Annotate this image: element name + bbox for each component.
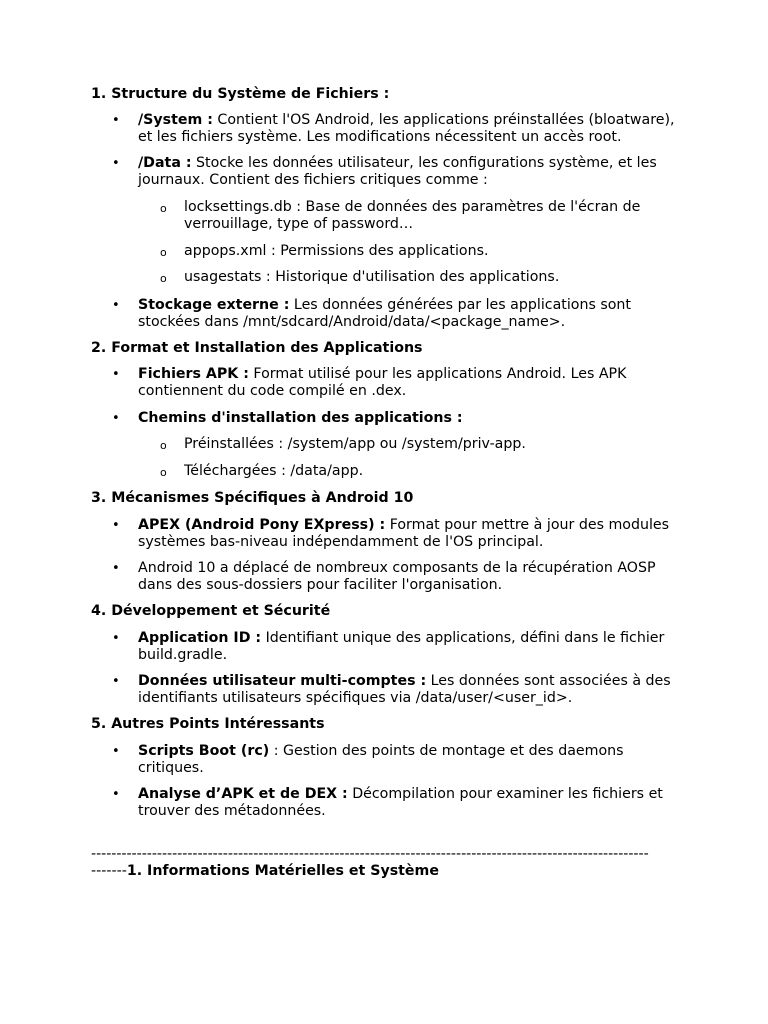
list-item bbox=[112, 743, 683, 777]
section-heading: 4. Développement et Sécurité bbox=[91, 603, 331, 619]
item-text: Les données sont associées à des identifiants utilisateurs spécifiques via /data/user/<user_id>. bbox=[138, 673, 671, 706]
list-item bbox=[112, 560, 683, 594]
item-term: Données utilisateur multi-comptes : bbox=[138, 673, 427, 689]
bullet-icon: • bbox=[112, 156, 120, 171]
item-text: Décompilation pour examiner les fichiers et trouver des métadonnées. bbox=[138, 786, 663, 819]
circle-bullet-icon: o bbox=[160, 246, 167, 259]
list-item bbox=[112, 517, 683, 551]
bullet-icon: • bbox=[112, 631, 120, 646]
list-item bbox=[112, 155, 683, 189]
item-text: Format utilisé pour les applications Android. Les APK contiennent du code compilé en .dex. bbox=[138, 366, 627, 399]
item-term: Stockage externe : bbox=[138, 297, 290, 313]
item-text: Contient l'OS Android, les applications préinstallées (bloatware), et les fichiers système. Les modifications nécessitent un accès root. bbox=[138, 112, 675, 145]
sub-list-item bbox=[160, 269, 674, 286]
next-section-heading: 1. Informations Matérielles et Système bbox=[126, 863, 439, 879]
sub-list-item bbox=[160, 463, 674, 480]
item-term: Scripts Boot (rc) bbox=[138, 743, 270, 759]
bullet-icon: • bbox=[112, 787, 120, 802]
bullet-icon: • bbox=[112, 674, 120, 689]
bullet-icon: • bbox=[112, 561, 120, 576]
list-item bbox=[112, 630, 683, 664]
item-text: Format pour mettre à jour des modules systèmes bas-niveau indépendamment de l'OS principal. bbox=[138, 517, 670, 550]
item-text: Les données générées par les applications sont stockées dans /mnt/sdcard/Android/data/<package_name>. bbox=[138, 297, 631, 330]
sub-item-text: locksettings.db : Base de données des paramètres de l'écran de verrouillage, type of password… bbox=[184, 199, 641, 232]
bullet-icon: • bbox=[112, 113, 120, 128]
section-heading: 3. Mécanismes Spécifiques à Android 10 bbox=[91, 490, 414, 506]
sub-list-item bbox=[160, 243, 674, 260]
dashed-divider: -------------------------------------------------------------------------------------------------------------- bbox=[91, 846, 649, 862]
sub-list-item bbox=[160, 436, 674, 453]
item-text: Android 10 a déplacé de nombreux composants de la récupération AOSP dans des sous-dossiers pour faciliter l'organisation. bbox=[138, 560, 656, 593]
item-term: Analyse d’APK et de DEX : bbox=[138, 786, 348, 802]
sub-item-text: Préinstallées : /system/app ou /system/priv-app. bbox=[184, 436, 526, 452]
item-term: Application ID : bbox=[138, 630, 262, 646]
sub-list-item bbox=[160, 199, 674, 233]
item-text: Stocke les données utilisateur, les configurations système, et les journaux. Contient des fichiers critiques comme : bbox=[138, 155, 657, 188]
list-item bbox=[112, 112, 683, 146]
circle-bullet-icon: o bbox=[160, 439, 167, 452]
item-term: APEX (Android Pony EXpress) : bbox=[138, 517, 386, 533]
list-item bbox=[112, 673, 683, 707]
item-text: Identifiant unique des applications, défini dans le fichier build.gradle. bbox=[138, 630, 665, 663]
bullet-icon: • bbox=[112, 298, 120, 313]
next-section-heading-line bbox=[91, 863, 439, 880]
bullet-icon: • bbox=[112, 411, 120, 426]
list-item bbox=[112, 410, 683, 427]
divider-tail: ------- bbox=[91, 863, 127, 879]
list-item bbox=[112, 366, 683, 400]
bullet-icon: • bbox=[112, 367, 120, 382]
section-heading: 2. Format et Installation des Applications bbox=[91, 340, 423, 356]
bullet-icon: • bbox=[112, 744, 120, 759]
bullet-icon: • bbox=[112, 518, 120, 533]
sub-item-text: usagestats : Historique d'utilisation des applications. bbox=[184, 269, 560, 285]
section-heading: 1. Structure du Système de Fichiers : bbox=[91, 86, 390, 102]
circle-bullet-icon: o bbox=[160, 202, 167, 215]
item-term: Chemins d'installation des applications : bbox=[138, 410, 463, 426]
list-item bbox=[112, 786, 683, 820]
sub-item-text: Téléchargées : /data/app. bbox=[184, 463, 364, 479]
circle-bullet-icon: o bbox=[160, 272, 167, 285]
item-text: : Gestion des points de montage et des daemons critiques. bbox=[138, 743, 624, 776]
item-term: /System : bbox=[138, 112, 213, 128]
item-term: /Data : bbox=[138, 155, 192, 171]
section-heading: 5. Autres Points Intéressants bbox=[91, 716, 325, 732]
item-term: Fichiers APK : bbox=[138, 366, 249, 382]
circle-bullet-icon: o bbox=[160, 466, 167, 479]
list-item bbox=[112, 297, 683, 331]
sub-item-text: appops.xml : Permissions des applications. bbox=[184, 243, 489, 259]
